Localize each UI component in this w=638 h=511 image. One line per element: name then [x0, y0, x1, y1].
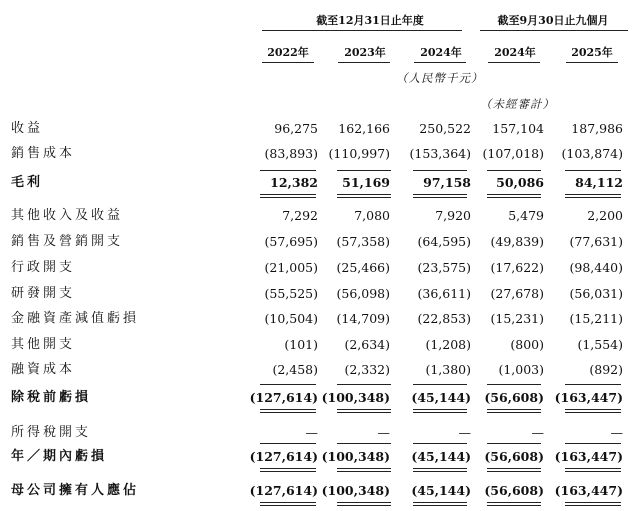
cell-value: 5,479 [508, 208, 544, 223]
cell-value: (56,608) [484, 483, 544, 498]
total-double-rule [260, 194, 316, 195]
header-year-group-underline [262, 30, 462, 31]
subtotal-rule [487, 170, 541, 171]
cell-value: (163,447) [554, 449, 623, 464]
total-double-rule [487, 197, 541, 198]
total-double-rule [260, 197, 316, 198]
cell-value: (2,332) [344, 362, 390, 377]
unaudited-note: （未經審計） [480, 97, 555, 111]
table-row [0, 258, 638, 278]
cell-value: — [458, 425, 471, 440]
cell-value: (56,031) [569, 286, 623, 301]
subtotal-rule [337, 443, 391, 444]
row-label-text: 行政開支 [11, 260, 76, 275]
total-double-rule [413, 197, 467, 198]
total-double-rule [337, 197, 391, 198]
cell-value: 187,986 [571, 121, 623, 136]
cell-value: (1,554) [577, 337, 623, 352]
cell-value: (163,447) [554, 483, 623, 498]
table-row [0, 173, 638, 193]
cell-value: (127,614) [249, 449, 318, 464]
cell-value: (64,595) [417, 234, 471, 249]
total-double-rule [565, 197, 621, 198]
table-row [0, 309, 638, 329]
row-label-text: 除稅前虧損 [11, 390, 92, 405]
table-row [0, 481, 638, 501]
total-double-rule [337, 194, 391, 195]
subtotal-rule [565, 384, 621, 385]
table-row [0, 360, 638, 380]
header-year-group: 截至12月31日止年度 [316, 14, 424, 27]
cell-value: (55,525) [264, 286, 318, 301]
cell-value: (103,874) [561, 146, 623, 161]
cell-value: 7,920 [435, 208, 471, 223]
cell-value: (22,853) [417, 311, 471, 326]
cell-value: 50,086 [496, 175, 544, 190]
row-label [11, 119, 251, 139]
row-label [11, 388, 251, 408]
total-double-rule [565, 468, 621, 469]
table-row [0, 119, 638, 139]
total-double-rule [337, 471, 391, 472]
cell-value: — [377, 425, 390, 440]
cell-value: (10,504) [264, 311, 318, 326]
cell-value: (98,440) [569, 260, 623, 275]
cell-value: (57,695) [264, 234, 318, 249]
cell-value: (45,144) [411, 390, 471, 405]
row-label [11, 423, 251, 443]
subtotal-rule [413, 384, 467, 385]
row-label [11, 447, 251, 467]
cell-value: (36,611) [417, 286, 471, 301]
table-row [0, 423, 638, 443]
header-nine-month-group-underline [480, 30, 628, 31]
cell-value: 96,275 [274, 121, 318, 136]
cell-value: (153,364) [409, 146, 471, 161]
subtotal-rule [260, 384, 316, 385]
row-label [11, 258, 251, 278]
cell-value: (27,678) [490, 286, 544, 301]
row-label [11, 284, 251, 304]
total-double-rule [413, 471, 467, 472]
cell-value: (49,839) [490, 234, 544, 249]
row-label-text: 銷售及營銷開支 [11, 234, 124, 249]
cell-value: (57,358) [336, 234, 390, 249]
row-label-text: 其他開支 [11, 337, 76, 352]
subtotal-rule [565, 170, 621, 171]
subtotal-rule [487, 384, 541, 385]
cell-value: 84,112 [575, 175, 623, 190]
total-double-rule [260, 471, 316, 472]
year-underline [414, 62, 466, 63]
total-double-rule [487, 468, 541, 469]
row-label-text: 融資成本 [11, 362, 76, 377]
cell-value: 97,158 [423, 175, 471, 190]
year-header-2024-nine-month: 2024年 [494, 46, 536, 59]
row-label-text: 年／期內虧損 [11, 449, 108, 464]
cell-value: (45,144) [411, 449, 471, 464]
subtotal-rule [565, 443, 621, 444]
subtotal-rule [337, 170, 391, 171]
year-underline [262, 62, 314, 63]
total-double-rule [413, 502, 467, 503]
cell-value: (127,614) [249, 483, 318, 498]
cell-value: (100,348) [321, 449, 390, 464]
cell-value: — [305, 425, 318, 440]
cell-value: 157,104 [492, 121, 544, 136]
year-header-2024: 2024年 [420, 46, 462, 59]
row-label-text: 收益 [11, 121, 44, 136]
cell-value: (127,614) [249, 390, 318, 405]
total-double-rule [260, 409, 316, 410]
total-double-rule [487, 471, 541, 472]
cell-value: (100,348) [321, 483, 390, 498]
row-label-text: 所得稅開支 [11, 425, 92, 440]
total-double-rule [337, 468, 391, 469]
header-nine-month-group: 截至9月30日止九個月 [497, 14, 609, 27]
total-double-rule [260, 505, 316, 506]
year-underline [488, 62, 540, 63]
cell-value: (110,997) [328, 146, 390, 161]
cell-value: (15,231) [490, 311, 544, 326]
total-double-rule [413, 468, 467, 469]
total-double-rule [565, 502, 621, 503]
cell-value: 162,166 [338, 121, 390, 136]
cell-value: 2,200 [587, 208, 623, 223]
total-double-rule [487, 502, 541, 503]
total-double-rule [565, 194, 621, 195]
cell-value: 7,080 [354, 208, 390, 223]
year-underline [338, 62, 390, 63]
total-double-rule [337, 412, 391, 413]
year-header-2025-nine-month: 2025年 [571, 46, 613, 59]
cell-value: (77,631) [569, 234, 623, 249]
cell-value: (23,575) [417, 260, 471, 275]
total-double-rule [413, 505, 467, 506]
total-double-rule [565, 409, 621, 410]
cell-value: — [531, 425, 544, 440]
row-label-text: 其他收入及收益 [11, 208, 124, 223]
cell-value: (15,211) [569, 311, 623, 326]
cell-value: (1,208) [425, 337, 471, 352]
cell-value: (163,447) [554, 390, 623, 405]
table-row [0, 284, 638, 304]
cell-value: 7,292 [282, 208, 318, 223]
row-label [11, 144, 251, 164]
total-double-rule [487, 194, 541, 195]
row-label [11, 206, 251, 226]
row-label [11, 309, 251, 329]
cell-value: — [610, 425, 623, 440]
table-row [0, 447, 638, 467]
table-row [0, 335, 638, 355]
cell-value: (1,003) [498, 362, 544, 377]
row-label [11, 173, 251, 193]
cell-value: (14,709) [336, 311, 390, 326]
year-underline [566, 62, 618, 63]
cell-value: (2,458) [272, 362, 318, 377]
subtotal-rule [260, 170, 316, 171]
cell-value: (100,348) [321, 390, 390, 405]
total-double-rule [565, 505, 621, 506]
year-header-2023: 2023年 [344, 46, 386, 59]
row-label-text: 金融資產減值虧損 [11, 311, 140, 326]
row-label-text: 研發開支 [11, 286, 76, 301]
total-double-rule [565, 471, 621, 472]
row-label-text: 銷售成本 [11, 146, 76, 161]
row-label-text: 毛利 [11, 175, 44, 190]
table-row [0, 206, 638, 226]
cell-value: 51,169 [342, 175, 390, 190]
total-double-rule [337, 505, 391, 506]
total-double-rule [413, 412, 467, 413]
cell-value: (45,144) [411, 483, 471, 498]
total-double-rule [487, 505, 541, 506]
row-label [11, 360, 251, 380]
subtotal-rule [337, 384, 391, 385]
cell-value: (101) [284, 337, 318, 352]
cell-value: (800) [510, 337, 544, 352]
total-double-rule [337, 502, 391, 503]
row-label [11, 481, 251, 501]
table-row [0, 388, 638, 408]
total-double-rule [487, 409, 541, 410]
total-double-rule [260, 412, 316, 413]
cell-value: (56,098) [336, 286, 390, 301]
total-double-rule [413, 194, 467, 195]
total-double-rule [565, 412, 621, 413]
total-double-rule [487, 412, 541, 413]
total-double-rule [413, 409, 467, 410]
cell-value: (21,005) [264, 260, 318, 275]
cell-value: (1,380) [425, 362, 471, 377]
total-double-rule [260, 502, 316, 503]
cell-value: 250,522 [419, 121, 471, 136]
cell-value: (107,018) [482, 146, 544, 161]
row-label [11, 335, 251, 355]
subtotal-rule [260, 443, 316, 444]
cell-value: (25,466) [336, 260, 390, 275]
cell-value: 12,382 [270, 175, 318, 190]
year-header-2022: 2022年 [267, 46, 309, 59]
cell-value: (892) [589, 362, 623, 377]
cell-value: (83,893) [264, 146, 318, 161]
subtotal-rule [413, 170, 467, 171]
row-label-text: 母公司擁有人應佔 [11, 483, 140, 498]
total-double-rule [260, 468, 316, 469]
cell-value: (56,608) [484, 390, 544, 405]
table-row [0, 232, 638, 252]
row-label [11, 232, 251, 252]
currency-unit-note: （人民幣千元） [396, 71, 484, 85]
cell-value: (17,622) [490, 260, 544, 275]
cell-value: (2,634) [344, 337, 390, 352]
cell-value: (56,608) [484, 449, 544, 464]
total-double-rule [337, 409, 391, 410]
subtotal-rule [487, 443, 541, 444]
table-row [0, 144, 638, 164]
subtotal-rule [413, 443, 467, 444]
